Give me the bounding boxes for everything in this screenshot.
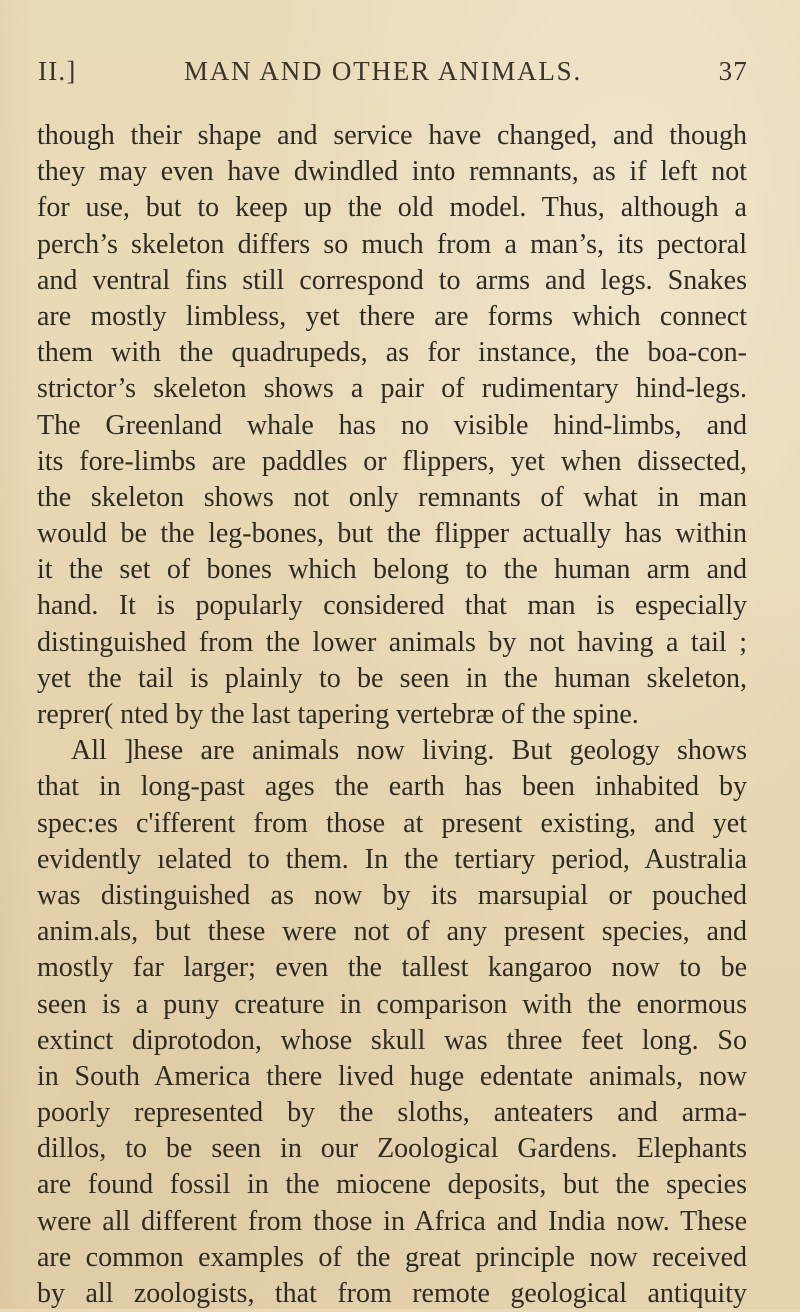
text-line-6: are mostly limbless, yet there are forms which connect — [37, 300, 747, 332]
text-line-29: dillos, to be seen in our Zoological Gardens. Elephants — [37, 1133, 747, 1165]
text-line-4: perch’s skeleton differs so much from a man’s, its pectoral — [37, 228, 747, 260]
text-line-28: poorly represented by the sloths, anteaters and arma- — [37, 1097, 747, 1129]
text-line-25: seen is a puny creature in comparison with the enormous — [37, 988, 747, 1020]
text-line-17: reprer( nted by the last tapering vertebræ of the spine. — [37, 699, 639, 730]
text-line-8: strictor’s skeleton shows a pair of rudimentary hind-legs. — [37, 373, 747, 405]
text-line-14: hand. It is popularly considered that man is especially — [37, 590, 747, 622]
text-line-15: distinguished from the lower animals by not having a tail ; — [37, 626, 747, 658]
text-line-10: its fore-limbs are paddles or flippers, yet when dissected, — [37, 445, 747, 477]
text-line-9: The Greenland whale has no visible hind-limbs, and — [37, 409, 747, 441]
chapter-number: II.] — [38, 56, 77, 86]
text-line-11: the skeleton shows not only remnants of what in man — [37, 481, 747, 513]
page-header — [38, 56, 748, 92]
text-line-22: was distinguished as now by its marsupial or pouched — [37, 879, 747, 911]
text-line-33: by all zoologists, that from remote geological antiquity — [37, 1278, 747, 1309]
text-line-16: yet the tail is plainly to be seen in the human skeleton, — [37, 662, 747, 694]
page-edge-shadow — [0, 0, 30, 1309]
page-number: 37 — [718, 56, 748, 86]
text-line-18: All ]hese are animals now living. But geology shows — [71, 735, 747, 767]
text-line-12: would be the leg-bones, but the flipper actually has within — [37, 518, 747, 550]
text-line-27: in South America there lived huge edentate animals, now — [37, 1060, 747, 1092]
text-line-21: evidently ıelated to them. In the tertiary period, Australia — [37, 843, 747, 875]
text-line-23: anim.als, but these were not of any present species, and — [37, 916, 747, 948]
text-line-13: it the set of bones which belong to the human arm and — [37, 554, 747, 586]
text-line-5: and ventral fins still correspond to arms and legs. Snakes — [37, 264, 747, 296]
text-line-32: are common examples of the great principle now received — [37, 1241, 747, 1273]
text-line-7: them with the quadrupeds, as for instance, the boa-con- — [37, 337, 747, 369]
text-line-31: were all different from those in Africa and India now. These — [37, 1205, 747, 1237]
text-line-24: mostly far larger; even the tallest kangaroo now to be — [37, 952, 747, 984]
running-head: MAN AND OTHER ANIMALS. — [183, 56, 583, 86]
body-text — [37, 118, 747, 1312]
text-line-3: for use, but to keep up the old model. Thus, although a — [37, 192, 747, 224]
text-line-19: that in long-past ages the earth has been inhabited by — [37, 771, 747, 803]
text-line-26: extinct diprotodon, whose skull was three feet long. So — [37, 1024, 747, 1056]
text-line-30: are found fossil in the miocene deposits, but the species — [37, 1169, 747, 1201]
text-line-20: spec:es c'ifferent from those at present existing, and yet — [37, 807, 747, 839]
text-line-1: though their shape and service have changed, and though — [37, 120, 747, 151]
text-line-2: they may even have dwindled into remnants, as if left not — [37, 156, 747, 188]
